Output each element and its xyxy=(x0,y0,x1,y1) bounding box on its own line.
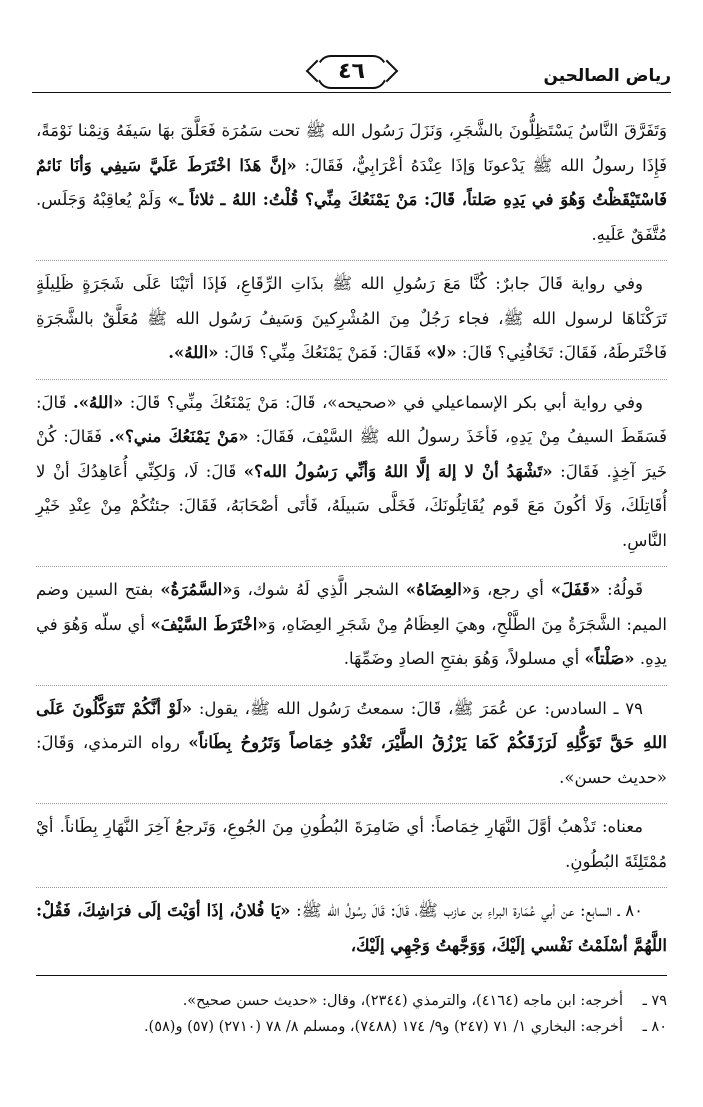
hadith-80 xyxy=(36,887,667,963)
footnote-text: أخرجه: البخاري ١/ ٧١ (٢٤٧) و٩/ ١٧٤ (٧٤٨٨)، ومسلم ٨/ ٧٨ (٢٧١٠) (٥٧) و(٥٨). xyxy=(143,1019,623,1035)
text: ٨٠ ـ السابع: عن أبي عُمَارة البراءِ بن عازب ﷺ، قَالَ: قَالَ رسُولُ الله ﷺ: xyxy=(296,901,643,920)
footnote-text: أخرجه: ابن ماجه (٤١٦٤)، والترمذي (٢٣٤٤)، وقال: «حديث حسن صحيح». xyxy=(182,993,623,1009)
text: بفتح السين وضم الميم: الشَّجَرَةُ مِنَ الطَّلْحِ، وهيَ العِظَامُ مِنْ شَجَرِ العِضَاهِ، وَ xyxy=(36,580,668,634)
footnote xyxy=(36,988,667,1014)
text: أي مسلولاً، وَهُوَ بفتحِ الصادِ وضَمِّهَا. xyxy=(343,649,580,668)
text: فَقَالَ: كُنْ خَيرَ آخِذٍ. فَقَالَ: xyxy=(36,427,668,481)
footnote xyxy=(36,1014,667,1040)
text: وفي رواية أبي بكر الإسماعيلي في «صحيحه»، قَالَ: مَنْ يَمْنَعُكَ مِنِّي؟ قَالَ: xyxy=(129,392,644,412)
text: معناه: تَذْهبُ أوَّلَ النَّهَارِ خِمَاصاً: أي ضَامِرَةَ البُطُونِ مِنَ الجُوعِ، وَتَرجعُ آخِرَ النَّهَارِ بِطَاناً. أيْ مُمْتَلِئَةَ البُطُونِ. xyxy=(36,817,667,871)
text: أي سلّه وَهُوَ في يدِهِ. xyxy=(36,614,667,668)
bold-quote: «تَشْهَدُ أنْ لا إلهَ إلَّا اللهُ وَأنِّي رَسُولُ الله؟» xyxy=(243,461,553,481)
page-header xyxy=(32,52,671,96)
paragraph xyxy=(36,803,667,879)
text: ٧٩ ـ السادس: عن عُمَرَ ﷺ، قَالَ: سمعتُ رَسُول الله ﷺ، يقول: xyxy=(198,698,643,718)
header-rule xyxy=(32,92,671,93)
footnotes xyxy=(36,975,667,1040)
bold-quote: «مَنْ يَمْنَعُكَ مني؟». xyxy=(108,427,249,446)
bold-term: «قَفَلَ» xyxy=(550,580,601,599)
main-text xyxy=(36,114,667,971)
text: أي رجع، وَ xyxy=(472,580,544,599)
text: قَالَ: فَسَقَطَ السيفُ مِنْ يَدِهِ، فَأخَذَ رسولُ الله ﷺ السَّيْفَ، فَقَالَ: xyxy=(36,392,667,446)
text: رواه الترمذي، وَقَالَ: «حديث حسن». xyxy=(36,733,667,787)
bold-quote: «اللهُ». xyxy=(72,392,124,412)
bold-quote: «إنَّ هَذَا اخْتَرَطَ عَلَيَّ سَيفِي وَأنَا نَائمٌ فَاسْتَيْقَظْتُ وَهُوَ في يَدِهِ صَلتاً، قَالَ: مَنْ يَمْنَعُكَ مِنِّي؟ قُلْتُ: اللهُ ـ ثلاثاً ـ» xyxy=(36,155,668,209)
bold-quote: «لا» xyxy=(426,343,457,362)
bold-term: «اخْتَرَطَ السَّيْفَ» xyxy=(150,614,268,634)
bold-term: «صَلْتاً» xyxy=(584,649,635,668)
bold-term: «السَّمُرَةُ» xyxy=(160,580,233,599)
text: وَلَمْ يُعاقِبْهُ وَجَلَس. مُتَّفَقٌ عَلَيهِ. xyxy=(36,190,667,244)
paragraph xyxy=(36,114,667,252)
text: فَقَالَ: فَمَنْ يَمْنَعُكَ مِنِّي؟ قَالَ: xyxy=(223,343,422,362)
text: الشجر الَّذِي لَهُ شوك، وَ xyxy=(232,580,399,599)
footnote-number: ٧٩ ـ xyxy=(642,993,667,1009)
footnote-number: ٨٠ ـ xyxy=(642,1019,667,1035)
paragraph xyxy=(36,379,667,559)
paragraph xyxy=(36,260,667,371)
bold-quote: «لَوْ أنَّكُمْ تَتَوَكَّلُونَ عَلَى اللهِ حَقَّ تَوَكُّلِهِ لَرَزَقَكُمْ كَمَا يَرْزُقُ الطَّيْرَ، تَغْدُو خِمَاصاً وَتَرُوحُ بِطَاناً» xyxy=(36,698,668,752)
text: قَولُهُ: xyxy=(607,580,644,599)
text: قَالَ: لَا، وَلكِنِّي أُعَاهِدُكَ أنْ لا أُقَاتِلَكَ، وَلَا أكُونَ مَعَ قَوم يُقَاتِلُونَكَ، فَخَلَّى سَبيلَهُ، فَأتَى أصْحَابَهُ، فَقَالَ: جئتُكُمْ مِنْ عِنْدِ خَيْرِ النَّاسِ. xyxy=(36,461,667,550)
bold-term: «العِضَاهُ» xyxy=(405,580,473,599)
bold-quote: «اللهُ». xyxy=(168,343,219,362)
hadith-79 xyxy=(36,685,667,796)
page-number: ٤٦ xyxy=(317,55,387,89)
paragraph xyxy=(36,566,667,677)
bold-quote: «يَا فُلانُ، إذَا أوَيْتَ إلَى فرَاشِكَ، فَقُلْ: اللَّهُمَّ أسْلَمْتُ نَفْسي إلَيْكَ، وَوَجَّهتُ وَجْهِي إلَيْكَ، xyxy=(36,901,667,955)
text: وَتَفَرَّقَ النَّاسُ يَسْتَظِلُّونَ بالشَّجَرِ، وَنَزَلَ رَسُول الله ﷺ تحت سَمُرَة فَعَلَّقَ بهَا سَيفَهُ وَنِمْنا نَوْمَةً، فَإِذَا رسولُ الله ﷺ يَدْعونَا وَإذَا عِنْدَهُ أعْرَابِيٌّ، فَقَالَ: xyxy=(36,121,667,175)
book-title: رياض الصالحين xyxy=(543,66,671,86)
text: وفي رواية قَالَ جابرٌ: كُنَّا مَعَ رَسُولِ الله ﷺ بذَاتِ الرِّقَاعِ، فَإذَا أتَيْنَا عَلَى شَجَرَةٍ ظَلِيلَةٍ تَرَكْنَاهَا لرسول الله ﷺ، فجاء رَجُلٌ مِنَ المُشْرِكينَ وَسَيفُ رَسُول الله ﷺ مُعَلَّقٌ بالشَّجَرَةِ فَاخْتَرطَهُ، فَقَالَ: تَخَافُنِي؟ قَالَ: xyxy=(36,274,667,362)
